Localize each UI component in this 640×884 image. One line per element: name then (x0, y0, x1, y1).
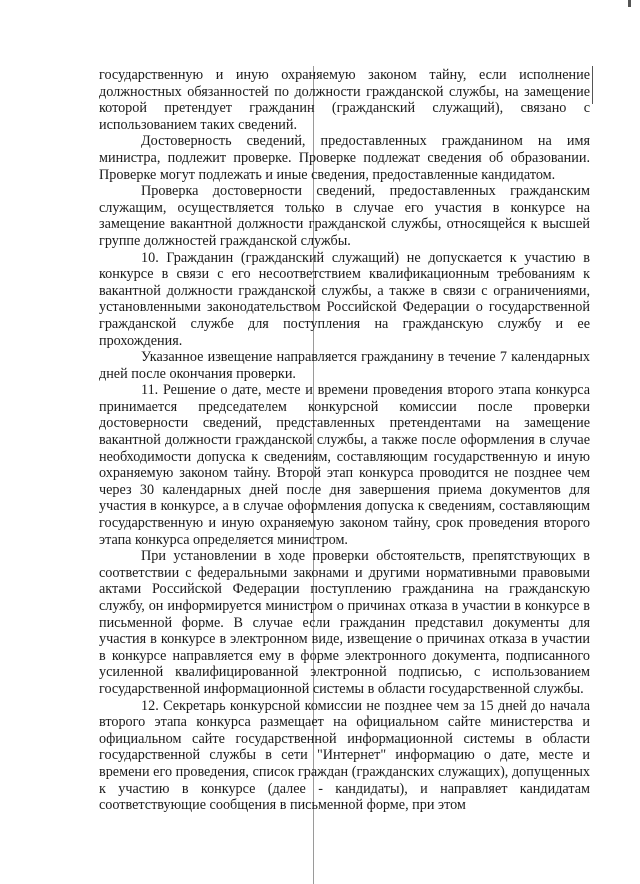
paragraph: 10. Гражданин (гражданский служащий) не допускается к участию в конкурсе в связи с его несоответствием квалификационным требованиям к вакантной должности гражданской службы, а также в связи с ограничениями, установленными законодательством Российской Федерации о государственной гражданской службе для поступления на гражданскую службу и ее прохождения. (99, 249, 590, 349)
scan-artifact (592, 66, 593, 104)
paragraph: Достоверность сведений, предоставленных гражданином на имя министра, подлежит проверке. Проверке подлежат сведения об образовании. Проверке могут подлежать и иные сведения, предоставленные кандидатом. (99, 133, 590, 183)
document-body (99, 67, 590, 814)
paragraph: Указанное извещение направляется гражданину в течение 7 календарных дней после окончания проверки. (99, 349, 590, 382)
scan-artifact (628, 0, 631, 7)
paragraph: государственную и иную охраняемую законом тайну, если исполнение должностных обязанностей по должности гражданской службы, на замещение которой претендует гражданин (гражданский служащий), связано с использованием таких сведений. (99, 67, 590, 133)
paragraph: Проверка достоверности сведений, предоставленных гражданским служащим, осуществляется только в случае его участия в конкурсе на замещение вакантной должности гражданской службы, относящейся к высшей группе должностей гражданской службы. (99, 183, 590, 249)
paragraph: 12. Секретарь конкурсной комиссии не позднее чем за 15 дней до начала второго этапа конкурса размещает на официальном сайте министерства и официальном сайте государственной информационной системы в области государственной службы в сети "Интернет" информацию о дате, месте и времени его проведения, список граждан (гражданских служащих), допущенных к участию в конкурсе (далее - кандидаты), и направляет кандидатам соответствующие сообщения в письменной форме, при этом (99, 697, 590, 814)
paragraph: 11. Решение о дате, месте и времени проведения второго этапа конкурса принимается председателем конкурсной комиссии после проверки достоверности сведений, представленных претендентами на замещение вакантной должности гражданской службы, а также после оформления в случае необходимости допуска к сведениям, составляющим государственную и иную охраняемую законом тайну. Второй этап конкурса проводится не позднее чем через 30 календарных дней после дня завершения приема документов для участия в конкурсе, а в случае оформления допуска к сведениям, составляющим государственную и иную охраняемую законом тайну, срок проведения второго этапа конкурса определяется министром. (99, 382, 590, 548)
paragraph: При установлении в ходе проверки обстоятельств, препятствующих в соответствии с федеральными законами и другими нормативными правовыми актами Российской Федерации поступлению гражданина на гражданскую службу, он информируется министром о причинах отказа в участии в конкурсе в письменной форме. В случае если гражданин представил документы для участия в конкурсе в электронном виде, извещение о причинах отказа в участии в конкурсе направляется ему в форме электронного документа, подписанного усиленной квалифицированной электронной подписью, с использованием государственной информационной системы в области государственной службы. (99, 548, 590, 697)
